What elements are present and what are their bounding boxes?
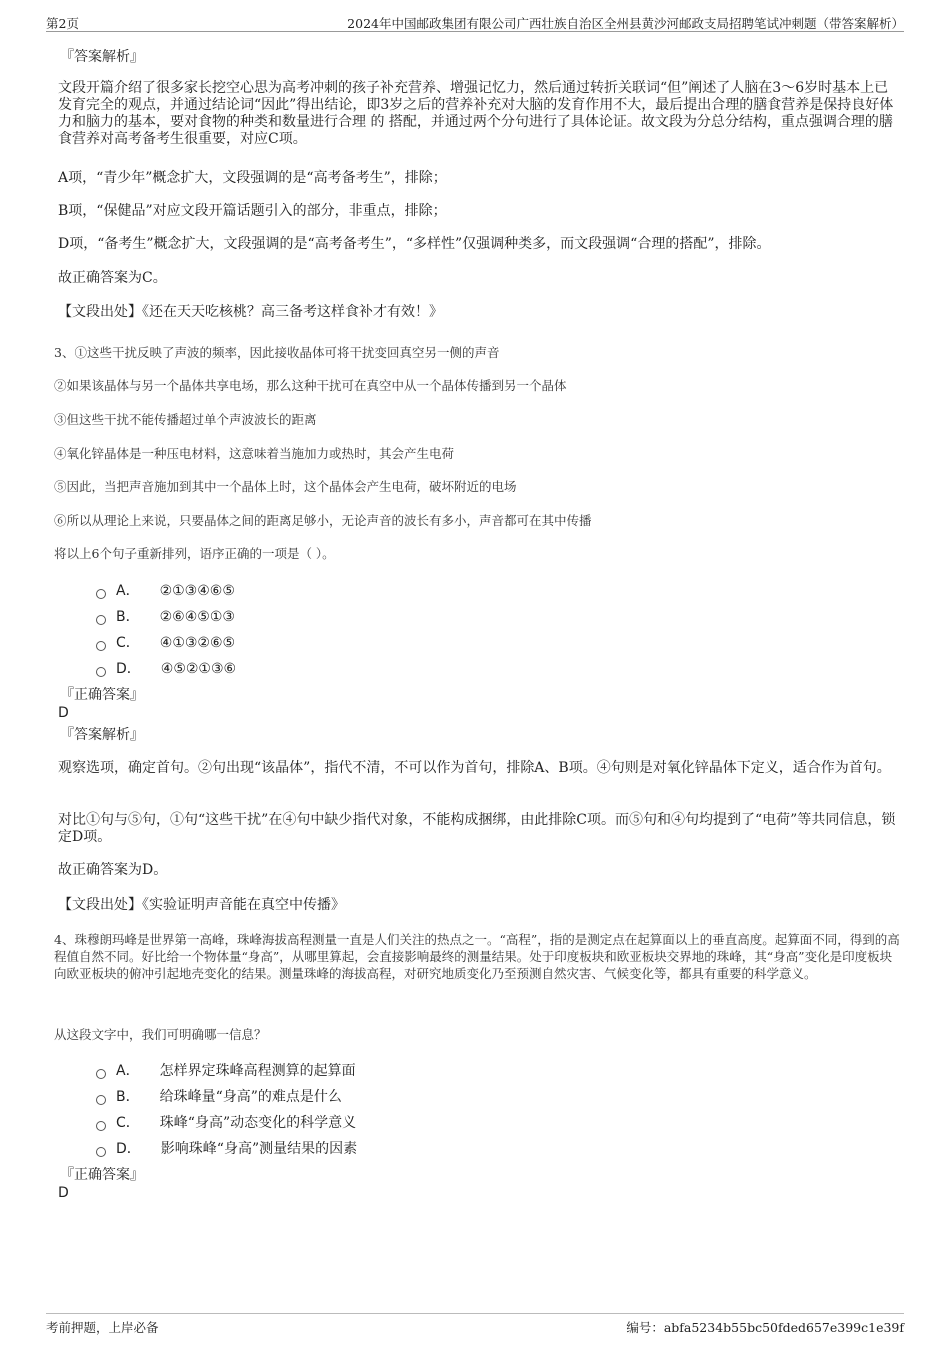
q2-conclusion: 故正确答案为C。 — [58, 270, 167, 286]
q3-sentence-5: ⑤因此，当把声音施加到其中一个晶体上时，这个晶体会产生电荷，破坏附近的电场 — [54, 479, 517, 494]
q4-option-b[interactable] — [96, 1084, 357, 1110]
q2-analysis-b: B项，“保健品”对应文段开篇话题引入的部分，非重点，排除； — [58, 203, 447, 219]
q3-sentence-3: ③但这些干扰不能传播超过单个声波波长的距离 — [54, 412, 317, 427]
option-text: ②①③④⑥⑤ — [159, 583, 235, 599]
radio-button-icon[interactable] — [96, 1069, 106, 1079]
q4-option-a[interactable] — [96, 1058, 357, 1084]
q2-analysis-paragraph: 文段开篇介绍了很多家长挖空心思为高考冲刺的孩子补充营养、增强记忆力，然后通过转折关联词“但”阐述了人脑在3～6岁时基本上已发育完全的观点，并通过结论词“因此”得出结论，即3岁之后的营养补充对大脑的发育作用不大，最后提出合理的膳食营养是保持良好体力和脑力的基本，要对食物的种类和数量进行合理 的 搭配，并通过两个分句进行了具体论证。故文段为分总分结构，重点强调合理的膳食营养对高考备考生很重要，对应C项。 — [58, 80, 894, 147]
option-text: ②⑥④⑤①③ — [159, 609, 235, 625]
option-text: 怎样界定珠峰高程测算的起算面 — [159, 1063, 356, 1079]
q4-answer-label: 『正确答案』 — [60, 1167, 144, 1183]
q3-sentence-2: ②如果该晶体与另一个晶体共享电场，那么这种干扰可在真空中从一个晶体传播到另一个晶体 — [54, 378, 567, 393]
option-letter: B． — [116, 609, 140, 625]
q3-sentence-6: ⑥所以从理论上来说，只要晶体之间的距离足够小，无论声音的波长有多小，声音都可在其中传播 — [54, 513, 592, 528]
q3-option-c[interactable] — [96, 630, 236, 656]
q3-source: 【文段出处】《实验证明声音能在真空中传播》 — [58, 897, 345, 913]
option-letter: A． — [116, 583, 140, 599]
footer-document-id: 编号：abfa5234b55bc50fded657e399c1e39f — [626, 1320, 904, 1335]
option-letter: D． — [116, 1141, 141, 1157]
q3-prompt: 将以上6个句子重新排列，语序正确的一项是（ ）。 — [54, 546, 335, 561]
q2-analysis-d: D项，“备考生”概念扩大，文段强调的是“高考备考生”，“多样性”仅强调种类多，而文段强调“合理的搭配”，排除。 — [58, 236, 771, 252]
q3-answer: D — [58, 705, 69, 721]
option-text: 给珠峰量“身高”的难点是什么 — [159, 1089, 342, 1105]
radio-button-icon[interactable] — [96, 1147, 106, 1157]
q2-analysis-a: A项，“青少年”概念扩大，文段强调的是“高考备考生”，排除； — [58, 170, 447, 186]
q4-option-d[interactable] — [96, 1136, 357, 1162]
radio-button-icon[interactable] — [96, 589, 106, 599]
option-letter: C． — [116, 1115, 140, 1131]
radio-button-icon[interactable] — [96, 1095, 106, 1105]
q3-conclusion: 故正确答案为D。 — [58, 862, 168, 878]
option-letter: C． — [116, 635, 140, 651]
radio-button-icon[interactable] — [96, 615, 106, 625]
radio-button-icon[interactable] — [96, 1121, 106, 1131]
page-number: 第2页 — [46, 16, 79, 31]
footer-slogan: 考前押题，上岸必备 — [46, 1320, 159, 1335]
option-text: 珠峰“身高”动态变化的科学意义 — [159, 1115, 357, 1131]
option-letter: A． — [116, 1063, 140, 1079]
option-letter: D． — [116, 661, 141, 677]
page-footer — [46, 1313, 904, 1337]
q4-passage: 4、珠穆朗玛峰是世界第一高峰，珠峰海拔高程测量一直是人们关注的热点之一。“高程”，指的是测定点在起算面以上的垂直高度。起算面不同，得到的高程值自然不同。好比给一个物体量“身高”，从哪里算起，会直接影响最终的测量结果。处于印度板块和欧亚板块交界地的珠峰，其“身高”变化是印度板块向欧亚板块的俯冲引起地壳变化的结果。测量珠峰的海拔高程，对研究地质变化乃至预测自然灾害、气候变化等，都具有重要的科学意义。 — [54, 932, 900, 981]
q3-option-b[interactable] — [96, 604, 236, 630]
q3-option-a[interactable] — [96, 578, 236, 604]
radio-button-icon[interactable] — [96, 641, 106, 651]
q2-source: 【文段出处】《还在天天吃核桃？高三备考这样食补才有效！》 — [58, 304, 443, 320]
q3-option-d[interactable] — [96, 656, 236, 682]
page-header — [46, 12, 904, 32]
q3-analysis-paragraph-1: 观察选项，确定首句。②句出现“该晶体”，指代不清，不可以作为首句，排除A、B项。④句则是对氧化锌晶体下定义，适合作为首句。 — [58, 760, 891, 776]
q3-answer-label: 『正确答案』 — [60, 687, 144, 703]
q4-options — [96, 1058, 357, 1162]
option-text: ④①③②⑥⑤ — [159, 635, 236, 651]
option-letter: B． — [116, 1089, 140, 1105]
q4-option-c[interactable] — [96, 1110, 357, 1136]
q3-analysis-paragraph-2: 对比①句与⑤句，①句“这些干扰”在④句中缺少指代对象，不能构成捆绑，由此排除C项。而⑤句和④句均提到了“电荷”等共同信息，锁定D项。 — [58, 812, 896, 845]
q3-sentence-4: ④氧化锌晶体是一种压电材料，这意味着当施加力或热时，其会产生电荷 — [54, 446, 455, 461]
q3-options — [96, 578, 236, 682]
option-text: ④⑤②①③⑥ — [160, 661, 237, 677]
radio-button-icon[interactable] — [96, 667, 106, 677]
q3-sentence-1: 3、①这些干扰反映了声波的频率，因此接收晶体可将干扰变回真空另一侧的声音 — [54, 345, 500, 360]
q4-answer: D — [58, 1185, 69, 1201]
document-title: 2024年中国邮政集团有限公司广西壮族自治区全州县黄沙河邮政支局招聘笔试冲刺题（带答案解析） — [347, 16, 904, 31]
option-text: 影响珠峰“身高”测量结果的因素 — [160, 1141, 358, 1157]
q3-analysis-label: 『答案解析』 — [60, 727, 144, 743]
q2-analysis-label: 『答案解析』 — [60, 49, 144, 65]
q4-prompt: 从这段文字中，我们可明确哪一信息？ — [54, 1027, 267, 1042]
